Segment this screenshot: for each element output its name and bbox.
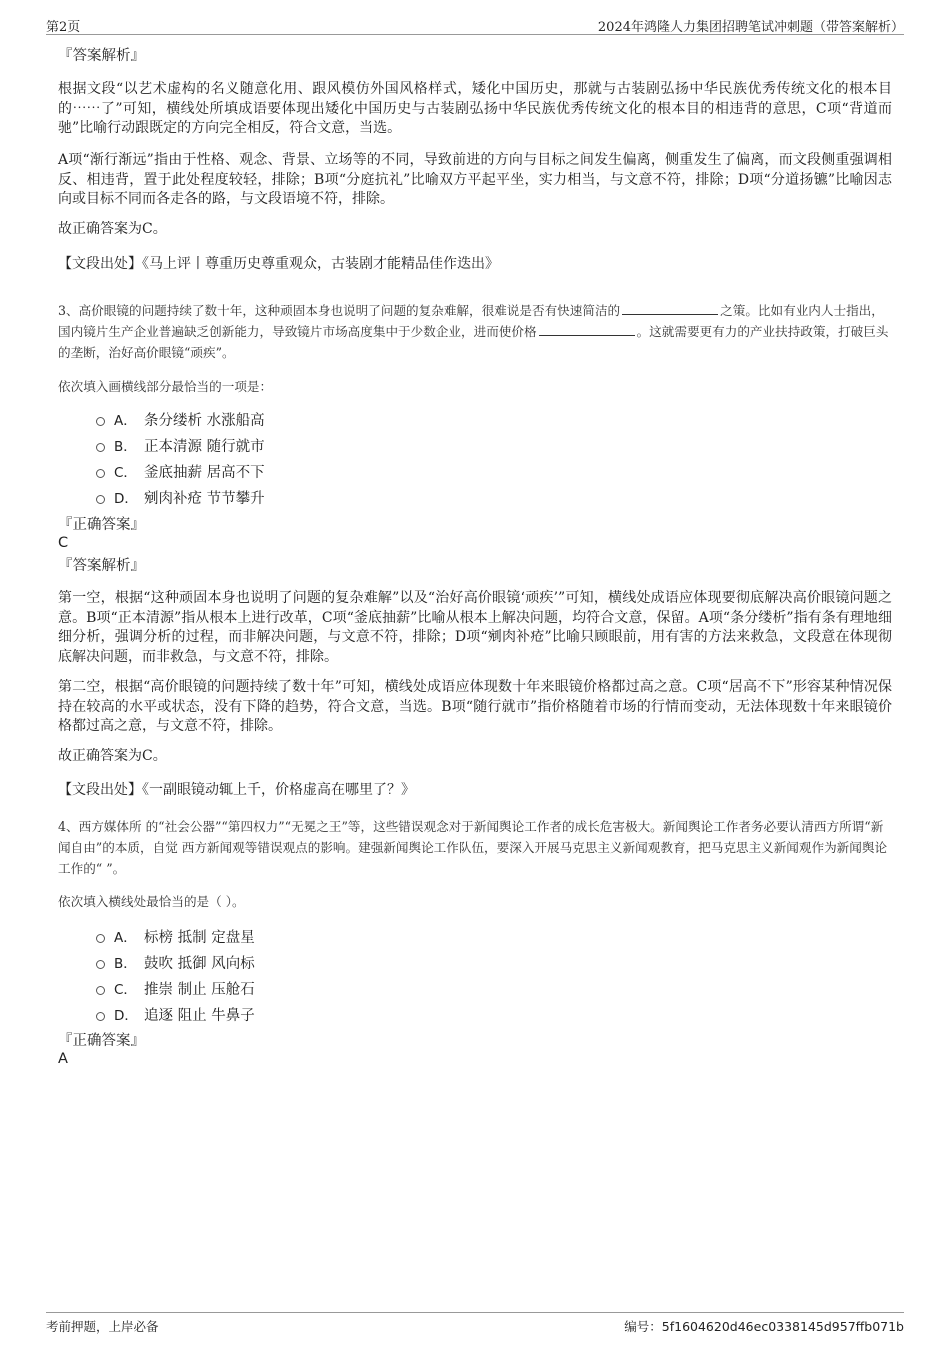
page-number: 第2页 [46,20,81,35]
radio-icon[interactable] [96,495,105,504]
page-header [46,14,904,35]
document-title: 2024年鸿隆人力集团招聘笔试冲刺题（带答案解析） [597,20,904,35]
q2-conclusion: 故正确答案为C。 [58,221,167,237]
q3-source: 【文段出处】《一副眼镜动辄上千，价格虚高在哪里了？》 [58,782,415,798]
analysis-label: 『答案解析』 [58,48,145,64]
q4-question: 4、西方媒体所 的“社会公器”“第四权力”“无冕之王”等，这些错误观念对于新闻舆论工作者的成长危害极大。新闻舆论工作者务必要认清西方所谓“新闻自由”的本质，自觉 西方新闻观等错误观点的影响。建强新闻舆论工作队伍，要深入开展马克思主义新闻观教育，把马克思主义新闻观作为新闻舆论工作的“ ”。 [58,819,888,876]
q3-answer: C [58,535,69,551]
q2-analysis-para-2: A项“渐行渐远”指由于性格、观念、背景、立场等的不同，导致前进的方向与目标之间发生偏离，侧重发生了偏离，而文段侧重强调相反、相违背，置于此处程度较轻，排除；B项“分庭抗礼”比喻双方平起平坐，实力相当，与文意不符，排除；D项“分道扬镳”比喻因志向或目标不同而各走各的路，与文段语境不符，排除。 [58,152,892,207]
analysis-label: 『答案解析』 [58,558,145,574]
correct-answer-label: 『正确答案』 [58,1033,145,1049]
option-c[interactable]: C． 推崇 制止 压舱石 [96,975,255,1001]
correct-answer-label: 『正确答案』 [58,517,145,533]
page-footer [46,1312,904,1335]
footer-slogan: 考前押题，上岸必备 [46,1319,159,1334]
q3-question: 3、高价眼镜的问题持续了数十年，这种顽固本身也说明了问题的复杂难解，很难说是否有快速简洁的 之策。比如有业内人士指出，国内镜片生产企业普遍缺乏创新能力，导致镜片市场高度集中于少数企业，进而使价格 。这就需要更有力的产业扶持政策，打破巨头的垄断，治好高价眼镜“顽疾”。 [58,303,889,360]
q3-analysis-para-1: 第一空，根据“这种顽固本身也说明了问题的复杂难解”以及“治好高价眼镜‘顽疾’”可知，横线处成语应体现要彻底解决高价眼镜问题之意。B项“正本清源”指从根本上进行改革，C项“釜底抽薪”比喻从根本上解决问题，均符合文意，保留。A项“条分缕析”指有条有理地细细分析，强调分析的过程，而非解决问题，与文意不符，排除；D项“剜肉补疮”比喻只顾眼前，用有害的方法来救急，文段意在体现彻底解决问题，而非救急，与文意不符，排除。 [58,590,892,665]
radio-icon[interactable] [96,960,105,969]
option-b[interactable]: B． 正本清源 随行就市 [96,432,265,458]
q3-options [96,406,265,510]
radio-icon[interactable] [96,417,105,426]
blank-2 [539,323,635,336]
option-d[interactable]: D． 追逐 阻止 牛鼻子 [96,1001,255,1027]
radio-icon[interactable] [96,443,105,452]
radio-icon[interactable] [96,986,105,995]
option-a[interactable]: A． 标榜 抵制 定盘星 [96,923,255,949]
q4-prompt: 依次填入横线处最恰当的是（ ）。 [58,894,245,909]
q4-options [96,923,255,1027]
q3-prompt: 依次填入画横线部分最恰当的一项是： [58,379,273,394]
q4-answer: A [58,1051,68,1067]
option-a[interactable]: A． 条分缕析 水涨船高 [96,406,265,432]
q2-analysis-para-1: 根据文段“以艺术虚构的名义随意化用、跟风模仿外国风格样式，矮化中国历史，那就与古装剧弘扬中华民族优秀传统文化的根本目的⋯⋯了”可知，横线处所填成语要体现出矮化中国历史与古装剧弘扬中华民族优秀传统文化的根本目的相违背的意思，C项“背道而驰”比喻行动跟既定的方向完全相反，符合文意，当选。 [58,81,892,136]
radio-icon[interactable] [96,934,105,943]
document-code: 编号：5f1604620d46ec0338145d957ffb071b [624,1319,904,1334]
radio-icon[interactable] [96,1012,105,1021]
radio-icon[interactable] [96,469,105,478]
option-d[interactable]: D． 剜肉补疮 节节攀升 [96,484,265,510]
q3-conclusion: 故正确答案为C。 [58,748,167,764]
option-b[interactable]: B． 鼓吹 抵御 风向标 [96,949,255,975]
option-c[interactable]: C． 釜底抽薪 居高不下 [96,458,265,484]
q2-source: 【文段出处】《马上评丨尊重历史尊重观众，古装剧才能精品佳作迭出》 [58,256,499,272]
blank-1 [622,302,718,315]
q3-analysis-para-2: 第二空，根据“高价眼镜的问题持续了数十年”可知，横线处成语应体现数十年来眼镜价格都过高之意。C项“居高不下”形容某种情况保持在较高的水平或状态，没有下降的趋势，符合文意，当选。B项“随行就市”指价格随着市场的行情而变动，无法体现数十年来眼镜价格都过高之意，与文意不符，排除。 [58,679,892,734]
